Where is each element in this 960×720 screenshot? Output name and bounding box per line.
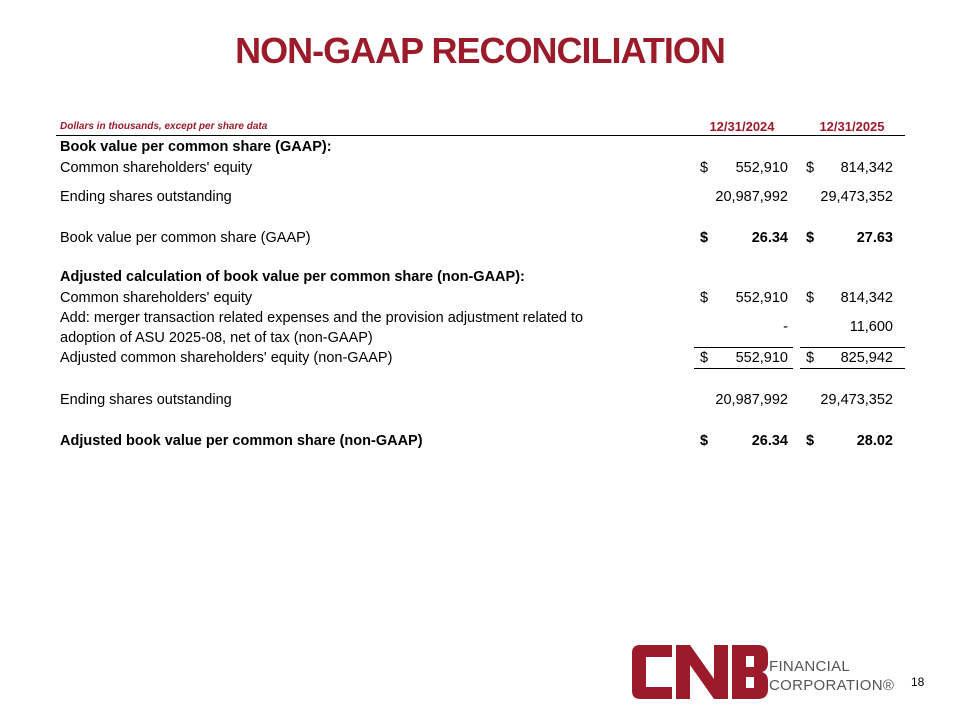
currency-symbol: $ (806, 433, 815, 449)
row-label: Adjusted common shareholders' equity (non-GAAP) (60, 350, 393, 366)
row-label: Common shareholders' equity (60, 290, 253, 306)
value-2024: - (783, 319, 788, 335)
total-line (694, 368, 793, 369)
row-label: Add: merger transaction related expenses and the provision adjustment related to (60, 310, 584, 326)
value-2025: 29,473,352 (820, 189, 893, 205)
column-header-2024: 12/31/2024 (709, 119, 775, 134)
value-2025: 11,600 (849, 319, 893, 335)
header-divider (56, 135, 905, 136)
currency-symbol: $ (806, 160, 815, 176)
row-label-continued: adoption of ASU 2025-08, net of tax (non-GAAP) (60, 330, 373, 346)
value-2024: 26.34 (751, 433, 788, 449)
value-2025: 814,342 (840, 290, 893, 306)
row-label: Ending shares outstanding (60, 189, 232, 205)
currency-symbol: $ (700, 230, 709, 246)
header-note: Dollars in thousands, except per share data (60, 121, 268, 132)
currency-symbol: $ (700, 160, 709, 176)
subtotal-line (800, 347, 905, 348)
value-2025: 814,342 (840, 160, 893, 176)
value-2025: 825,942 (840, 350, 893, 366)
row-label: Book value per common share (GAAP) (60, 230, 311, 246)
currency-symbol: $ (806, 230, 815, 246)
column-header-2025: 12/31/2025 (819, 119, 885, 134)
row-label: Common shareholders' equity (60, 160, 253, 176)
page-number: 18 (911, 675, 925, 689)
currency-symbol: $ (700, 433, 709, 449)
page-title: NON-GAAP RECONCILIATION (235, 30, 725, 71)
value-2024: 552,910 (735, 350, 788, 366)
total-line (800, 368, 905, 369)
row-label: Adjusted calculation of book value per common share (non-GAAP): (60, 269, 525, 285)
logo-text-line1: FINANCIAL (769, 658, 851, 675)
value-2024: 552,910 (735, 160, 788, 176)
row-label: Book value per common share (GAAP): (60, 139, 332, 155)
logo-text-line2: CORPORATION® (769, 677, 895, 694)
value-2024: 552,910 (735, 290, 788, 306)
value-2024: 26.34 (751, 230, 788, 246)
value-2024: 20,987,992 (715, 189, 788, 205)
row-label: Adjusted book value per common share (non-GAAP) (60, 433, 423, 449)
row-label: Ending shares outstanding (60, 392, 232, 408)
currency-symbol: $ (700, 350, 709, 366)
value-2024: 20,987,992 (715, 392, 788, 408)
value-2025: 28.02 (856, 433, 893, 449)
currency-symbol: $ (806, 350, 815, 366)
currency-symbol: $ (806, 290, 815, 306)
currency-symbol: $ (700, 290, 709, 306)
value-2025: 29,473,352 (820, 392, 893, 408)
value-2025: 27.63 (856, 230, 893, 246)
subtotal-line (694, 347, 793, 348)
